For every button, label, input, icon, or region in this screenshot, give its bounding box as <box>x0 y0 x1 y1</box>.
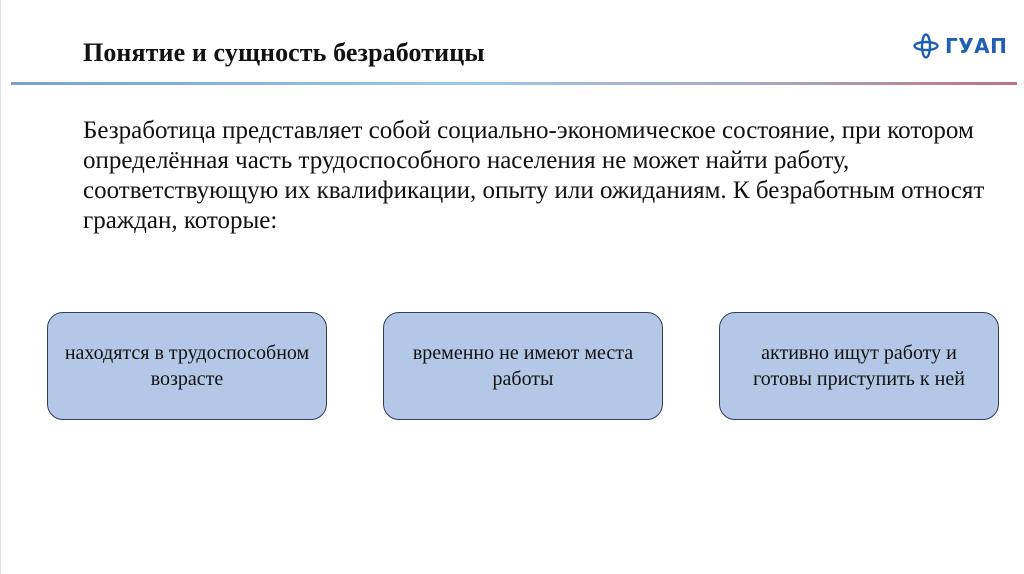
card-text: временно не имеют места работы <box>412 342 634 390</box>
criteria-card-working-age <box>47 312 327 420</box>
title-divider <box>11 82 1017 85</box>
logo-text: ГУАП <box>945 34 1008 58</box>
guap-cross-logo-icon <box>913 33 939 59</box>
criteria-cards <box>1 312 1024 422</box>
criteria-card-no-job <box>383 312 663 420</box>
definition-paragraph: Безработица представляет собой социально-экономическое состояние, при котором определённая часть трудоспособного населения не может найти работу, соответствующую их квалификации, опыту или ожиданиям. К безработным относят граждан, которые: <box>83 117 985 234</box>
card-text: находятся в трудоспособном возрасте <box>64 342 310 390</box>
guap-logo <box>913 33 1007 59</box>
slide-title: Понятие и сущность безработицы <box>83 38 485 67</box>
card-text: активно ищут работу и готовы приступить к ней <box>753 342 965 390</box>
criteria-card-seeking-work <box>719 312 999 420</box>
